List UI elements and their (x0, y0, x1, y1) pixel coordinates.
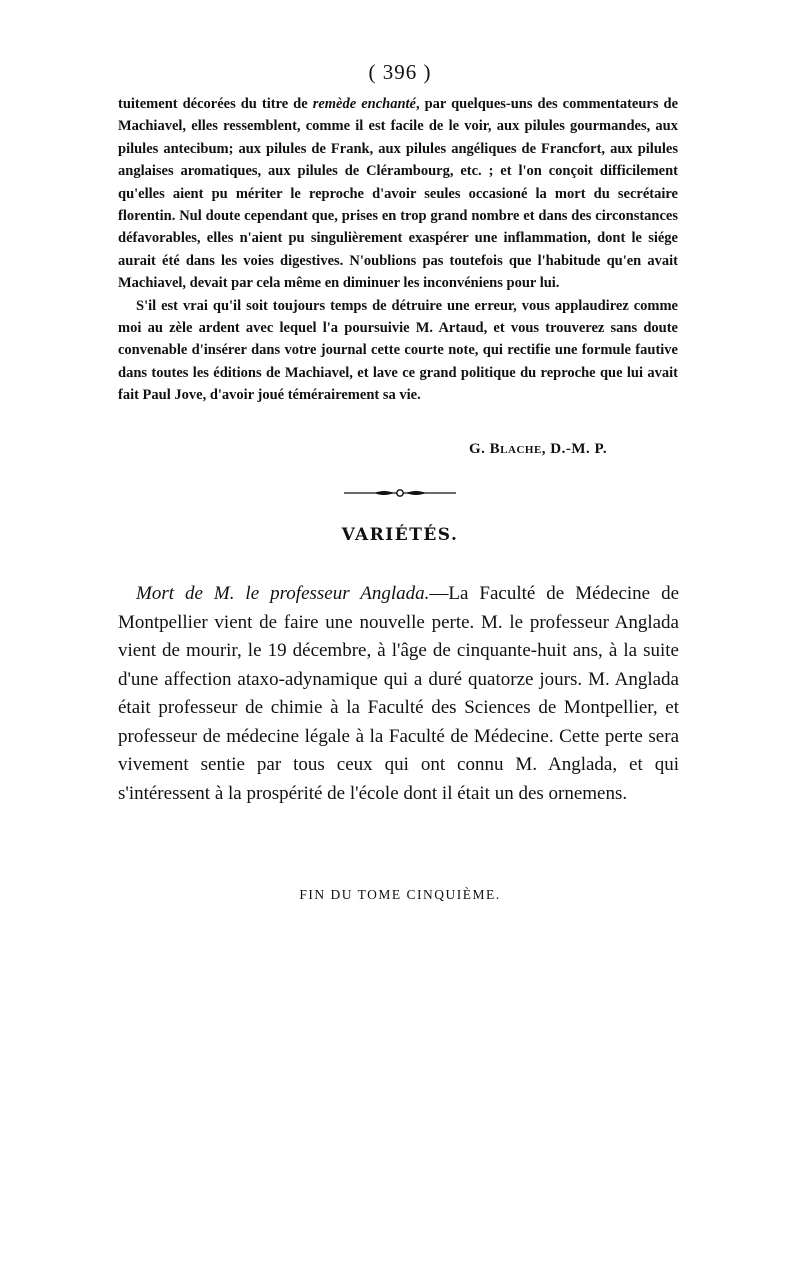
obituary-paragraph (118, 580, 679, 808)
page-number: ( 396 ) (368, 60, 432, 84)
signature-suffix: , D.-M. P. (541, 441, 608, 457)
signature-name: Blache (489, 441, 542, 457)
section-title: VARIÉTÉS. (341, 525, 459, 545)
letter-continuation (118, 93, 678, 407)
colophon: FIN DU TOME CINQUIÈME. (299, 887, 501, 902)
obituary-notice (118, 580, 679, 808)
letter-p1-rest: , par quelques-uns des commentateurs de Machiavel, elles ressemblent, comme il est facile de le voir, aux pilules gourmandes, aux pilules antecibum; aux pilules de Frank, aux pilules angéliques de Francfort, aux pilules anglaises aromatiques, aux pilules de Clérambourg, etc. ; et l'on conçoit difficilement qu'elles aient pu mériter le reproche d'avoir seules occasioné la mort du secrétaire florentin. Nul doute cependant que, prises en trop grand nombre et dans des circonstances défavorables, elles n'aient pu singulièrement exaspérer une inflammation, dont le siége aurait été dans les voies digestives. N'oublions pas toutefois que l'habitude qu'en avait Machiavel, devait par cela même en diminuer les inconvéniens pour lui. (118, 96, 679, 292)
obituary-headline: Mort de M. le professeur Anglada. (136, 583, 430, 604)
signature (469, 441, 607, 458)
letter-paragraph-1 (118, 93, 678, 295)
section-divider-ornament (340, 483, 460, 503)
obituary-text: —La Faculté de Médecine de Montpellier vient de faire une nouvelle perte. M. le professeur Anglada vient de mourir, le 19 décembre, à l'âge de cinquante-huit ans, à la suite d'une affection ataxo-adynamique qui a duré quatorze jours. M. Anglada était professeur de chimie à la Faculté des Sciences de Montpellier, et professeur de médecine légale à la Faculté de Médecine. Cette perte sera vivement sentie par tous ceux qui ont connu M. Anglada, et qui s'intéressent à la prospérité de l'école dont il était un des ornemens. (118, 583, 680, 804)
letter-paragraph-2: S'il est vrai qu'il soit toujours temps de détruire une erreur, vous applaudirez comme moi au zèle ardent avec lequel l'a poursuivie M. Artaud, et vous trouverez sans doute convenable d'insérer dans votre journal cette courte note, qui rectifie une formule fautive dans toutes les éditions de Machiavel, et lave ce grand politique du reproche que lui avait fait Paul Jove, d'avoir joué témérairement sa vie. (118, 297, 678, 404)
signature-prefix: G. (469, 441, 490, 457)
letter-p1-italic: remède enchanté (312, 96, 416, 112)
letter-p1-start: tuitement décorées du titre de (118, 96, 313, 112)
